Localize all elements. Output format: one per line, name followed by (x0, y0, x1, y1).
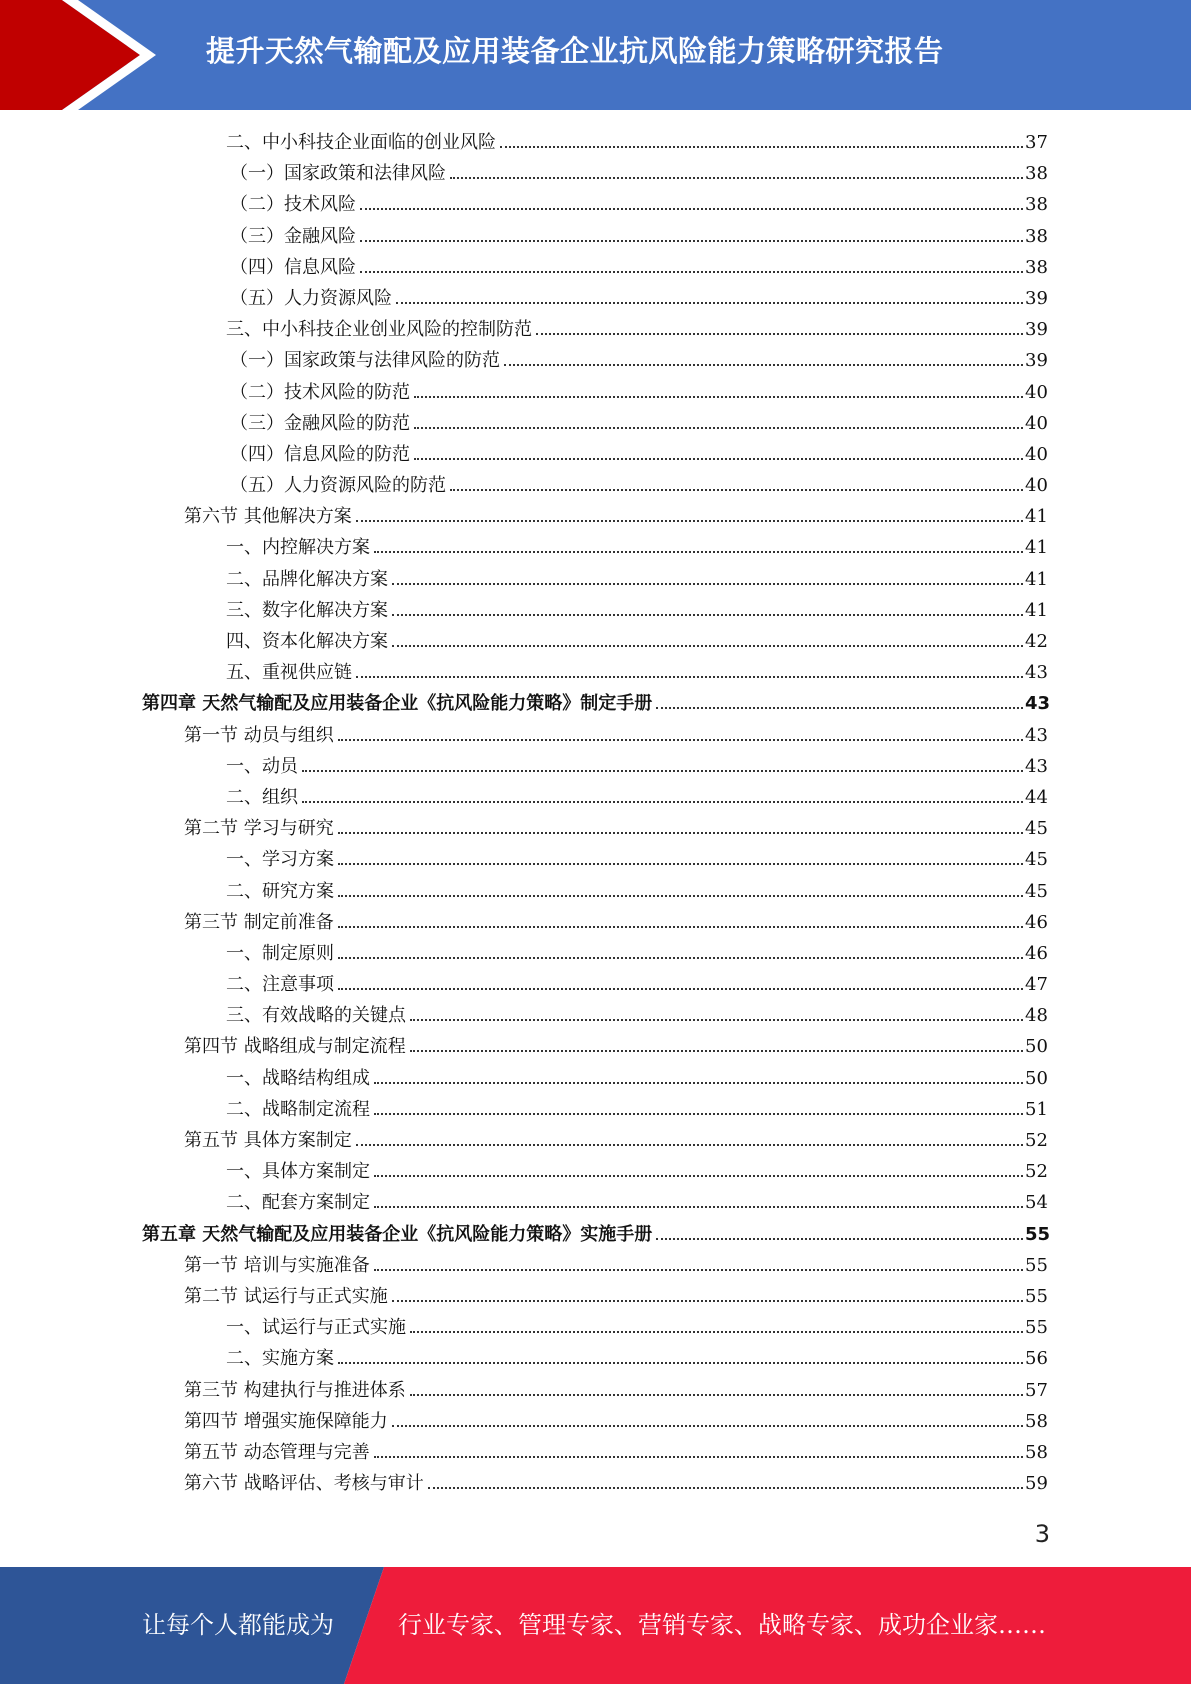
toc-dot-leader (450, 177, 1023, 179)
toc-entry[interactable] (0, 1031, 1191, 1062)
toc-entry-title: （五）人力资源风险的防范 (230, 475, 446, 497)
toc-entry-page: 55 (1025, 1285, 1048, 1307)
toc-entry-page: 41 (1025, 599, 1048, 621)
toc-entry-page: 40 (1025, 475, 1048, 497)
toc-entry[interactable] (0, 345, 1191, 376)
toc-entry-page: 43 (1025, 755, 1048, 777)
toc-entry-title: 第五节 具体方案制定 (184, 1130, 352, 1151)
page-number: 3 (1034, 1520, 1050, 1548)
toc-entry[interactable] (0, 751, 1191, 782)
toc-entry-page: 43 (1025, 693, 1051, 715)
toc-dot-leader (410, 1331, 1023, 1333)
toc-entry-title: 第五节 动态管理与完善 (184, 1441, 370, 1463)
toc-dot-leader (374, 1206, 1023, 1208)
toc-entry-page: 52 (1025, 1161, 1048, 1183)
toc-entry-title: 第三节 制定前准备 (184, 911, 334, 933)
toc-entry-title: 一、学习方案 (226, 849, 334, 871)
toc-dot-leader (338, 957, 1023, 959)
toc-entry-title: 第六节 战略评估、考核与审计 (184, 1473, 424, 1495)
toc-entry[interactable] (0, 876, 1191, 907)
toc-entry[interactable] (0, 813, 1191, 844)
toc-entry[interactable] (0, 844, 1191, 875)
toc-entry-page: 40 (1025, 381, 1048, 403)
toc-entry[interactable] (0, 564, 1191, 595)
toc-dot-leader (374, 1456, 1023, 1458)
toc-entry[interactable] (0, 720, 1191, 751)
toc-entry-title: 三、数字化解决方案 (226, 599, 388, 621)
toc-entry-page: 42 (1025, 631, 1048, 652)
toc-dot-leader (410, 1394, 1023, 1396)
toc-dot-leader (414, 458, 1023, 460)
toc-dot-leader (338, 832, 1023, 834)
toc-entry-title: 第六节 其他解决方案 (184, 506, 352, 528)
toc-entry-title: 一、内控解决方案 (226, 537, 370, 559)
toc-entry-title: 第二节 试运行与正式实施 (184, 1285, 388, 1307)
toc-dot-leader (392, 583, 1023, 585)
toc-entry[interactable] (0, 127, 1191, 158)
toc-dot-leader (360, 271, 1023, 273)
toc-entry-title: 二、注意事项 (226, 974, 334, 996)
toc-entry[interactable] (0, 1125, 1191, 1156)
table-of-contents (0, 127, 1191, 1499)
toc-dot-leader (360, 208, 1023, 210)
toc-entry-page: 43 (1025, 724, 1048, 746)
toc-entry-title: 一、具体方案制定 (226, 1161, 370, 1183)
toc-dot-leader (338, 895, 1023, 897)
toc-dot-leader (374, 1269, 1023, 1271)
toc-entry-title: 第四章 天然气输配及应用装备企业《抗风险能力策略》制定手册 (142, 693, 653, 715)
toc-dot-leader (356, 676, 1023, 678)
toc-entry[interactable] (0, 907, 1191, 938)
toc-entry[interactable] (0, 221, 1191, 252)
toc-dot-leader (356, 1144, 1023, 1146)
toc-entry[interactable] (0, 657, 1191, 688)
toc-entry[interactable] (0, 1156, 1191, 1187)
toc-dot-leader (374, 1113, 1023, 1115)
toc-dot-leader (504, 364, 1023, 366)
toc-entry-title: 第四节 战略组成与制定流程 (184, 1036, 406, 1058)
toc-entry[interactable] (0, 439, 1191, 470)
toc-entry[interactable] (0, 1094, 1191, 1125)
toc-entry-page: 48 (1025, 1005, 1048, 1027)
toc-dot-leader (374, 1175, 1023, 1177)
toc-entry-page: 57 (1025, 1379, 1048, 1401)
toc-entry[interactable] (0, 1063, 1191, 1094)
toc-entry[interactable] (0, 1000, 1191, 1031)
toc-entry-page: 55 (1025, 1317, 1048, 1339)
toc-entry-title: 第二节 学习与研究 (184, 818, 334, 840)
toc-entry-title: 一、试运行与正式实施 (226, 1317, 406, 1339)
toc-dot-leader (396, 302, 1023, 304)
toc-entry-title: 第一节 培训与实施准备 (184, 1254, 370, 1276)
toc-entry-page: 56 (1025, 1348, 1048, 1370)
toc-dot-leader (302, 801, 1023, 803)
toc-dot-leader (302, 770, 1023, 772)
toc-entry-page: 45 (1025, 818, 1048, 840)
toc-entry-title: 二、战略制定流程 (226, 1098, 370, 1120)
toc-entry-title: （一）国家政策和法律风险 (230, 163, 446, 185)
toc-entry-title: （四）信息风险 (230, 256, 356, 278)
toc-entry-page: 44 (1025, 786, 1048, 808)
toc-entry[interactable] (0, 1312, 1191, 1343)
toc-entry-page: 51 (1025, 1098, 1048, 1120)
toc-dot-leader (392, 1425, 1023, 1427)
toc-entry[interactable] (0, 158, 1191, 189)
toc-dot-leader (414, 427, 1023, 429)
toc-entry-title: 五、重视供应链 (226, 662, 352, 684)
toc-entry-page: 46 (1025, 911, 1048, 933)
toc-entry-title: 一、战略结构组成 (226, 1067, 370, 1089)
toc-entry[interactable] (0, 1375, 1191, 1406)
toc-dot-leader (374, 551, 1023, 553)
toc-entry-page: 50 (1025, 1036, 1048, 1058)
toc-entry[interactable] (0, 501, 1191, 532)
header-banner (0, 0, 1191, 110)
toc-entry-page: 40 (1025, 443, 1048, 465)
toc-entry-title: 二、研究方案 (226, 880, 334, 902)
toc-dot-leader (360, 240, 1023, 242)
toc-dot-leader (410, 1019, 1023, 1021)
toc-entry-title: 一、制定原则 (226, 942, 334, 964)
toc-dot-leader (410, 1050, 1023, 1052)
toc-dot-leader (338, 988, 1023, 990)
toc-entry[interactable] (0, 782, 1191, 813)
toc-entry-title: （三）金融风险 (230, 225, 356, 247)
toc-entry-page: 47 (1025, 974, 1048, 996)
toc-entry-page: 40 (1025, 412, 1048, 434)
toc-entry-page: 59 (1025, 1473, 1048, 1495)
toc-dot-leader (338, 863, 1023, 865)
toc-dot-leader (338, 926, 1023, 928)
toc-entry-page: 55 (1025, 1254, 1048, 1276)
toc-entry[interactable] (0, 314, 1191, 345)
toc-entry[interactable] (0, 252, 1191, 283)
toc-entry[interactable] (0, 1468, 1191, 1499)
toc-entry-page: 39 (1025, 319, 1048, 341)
toc-entry-title: 三、中小科技企业创业风险的控制防范 (226, 319, 532, 341)
toc-entry-title: （二）技术风险的防范 (230, 381, 410, 403)
toc-entry[interactable] (0, 189, 1191, 220)
toc-dot-leader (656, 1238, 1023, 1240)
toc-entry-page: 37 (1025, 132, 1048, 153)
toc-dot-leader (428, 1487, 1023, 1489)
toc-entry-title: （一）国家政策与法律风险的防范 (230, 350, 500, 372)
toc-entry-title: （二）技术风险 (230, 194, 356, 216)
toc-entry-title: 二、配套方案制定 (226, 1192, 370, 1214)
toc-dot-leader (414, 396, 1023, 398)
toc-entry-title: 二、中小科技企业面临的创业风险 (226, 132, 496, 153)
toc-entry-page: 58 (1025, 1410, 1048, 1432)
toc-entry[interactable] (0, 1281, 1191, 1312)
toc-entry-title: 第三节 构建执行与推进体系 (184, 1379, 406, 1401)
toc-dot-leader (392, 645, 1023, 647)
toc-entry-page: 41 (1025, 537, 1048, 559)
toc-dot-leader (356, 520, 1023, 522)
toc-dot-leader (374, 1082, 1023, 1084)
toc-entry[interactable] (0, 1437, 1191, 1468)
toc-entry-title: 第一节 动员与组织 (184, 724, 334, 746)
toc-entry-page: 55 (1025, 1223, 1051, 1245)
toc-entry[interactable] (0, 408, 1191, 439)
toc-entry-page: 39 (1025, 287, 1048, 309)
toc-entry-page: 38 (1025, 163, 1048, 185)
toc-dot-leader (338, 739, 1023, 741)
toc-entry-page: 58 (1025, 1441, 1048, 1463)
toc-entry-title: 二、组织 (226, 786, 298, 808)
toc-entry[interactable] (0, 470, 1191, 501)
toc-entry-page: 41 (1025, 568, 1048, 590)
toc-dot-leader (536, 333, 1023, 335)
toc-entry-page: 46 (1025, 942, 1048, 964)
toc-dot-leader (500, 146, 1023, 148)
toc-entry[interactable] (0, 1343, 1191, 1374)
toc-entry-page: 52 (1025, 1130, 1048, 1151)
toc-entry-page: 50 (1025, 1067, 1048, 1089)
toc-dot-leader (392, 614, 1023, 616)
toc-entry-title: 第四节 增强实施保障能力 (184, 1410, 388, 1432)
footer-slogan-right: 行业专家、管理专家、营销专家、战略专家、成功企业家…… (398, 1611, 1046, 1639)
footer-slogan-left: 让每个人都能成为 (142, 1611, 334, 1639)
toc-entry[interactable] (0, 377, 1191, 408)
toc-entry-page: 38 (1025, 194, 1048, 216)
toc-entry-title: （三）金融风险的防范 (230, 412, 410, 434)
toc-entry[interactable] (0, 1406, 1191, 1437)
toc-entry[interactable] (0, 626, 1191, 657)
toc-dot-leader (656, 707, 1023, 709)
toc-entry[interactable] (0, 1250, 1191, 1281)
toc-entry-page: 43 (1025, 662, 1048, 684)
toc-entry-page: 38 (1025, 256, 1048, 278)
toc-entry[interactable] (0, 688, 1191, 719)
toc-entry[interactable] (0, 595, 1191, 626)
toc-entry[interactable] (0, 1187, 1191, 1218)
toc-entry-title: 四、资本化解决方案 (226, 631, 388, 652)
toc-entry-title: （五）人力资源风险 (230, 287, 392, 309)
toc-entry-page: 41 (1025, 506, 1048, 528)
toc-dot-leader (338, 1362, 1023, 1364)
toc-entry-page: 45 (1025, 880, 1048, 902)
toc-entry[interactable] (0, 938, 1191, 969)
toc-entry-page: 39 (1025, 350, 1048, 372)
toc-entry-page: 45 (1025, 849, 1048, 871)
toc-entry-page: 54 (1025, 1192, 1048, 1214)
toc-entry[interactable] (0, 532, 1191, 563)
toc-entry[interactable] (0, 1219, 1191, 1250)
footer-banner (0, 1567, 1191, 1684)
toc-entry-title: 二、品牌化解决方案 (226, 568, 388, 590)
toc-dot-leader (392, 1300, 1023, 1302)
toc-entry-title: 二、实施方案 (226, 1348, 334, 1370)
toc-dot-leader (450, 489, 1023, 491)
toc-entry-title: （四）信息风险的防范 (230, 443, 410, 465)
toc-entry-title: 第五章 天然气输配及应用装备企业《抗风险能力策略》实施手册 (142, 1223, 653, 1245)
toc-entry-page: 38 (1025, 225, 1048, 247)
toc-entry[interactable] (0, 969, 1191, 1000)
document-title: 提升天然气输配及应用装备企业抗风险能力策略研究报告 (206, 34, 944, 68)
toc-entry[interactable] (0, 283, 1191, 314)
toc-entry-title: 三、有效战略的关键点 (226, 1005, 406, 1027)
toc-entry-title: 一、动员 (226, 755, 298, 777)
